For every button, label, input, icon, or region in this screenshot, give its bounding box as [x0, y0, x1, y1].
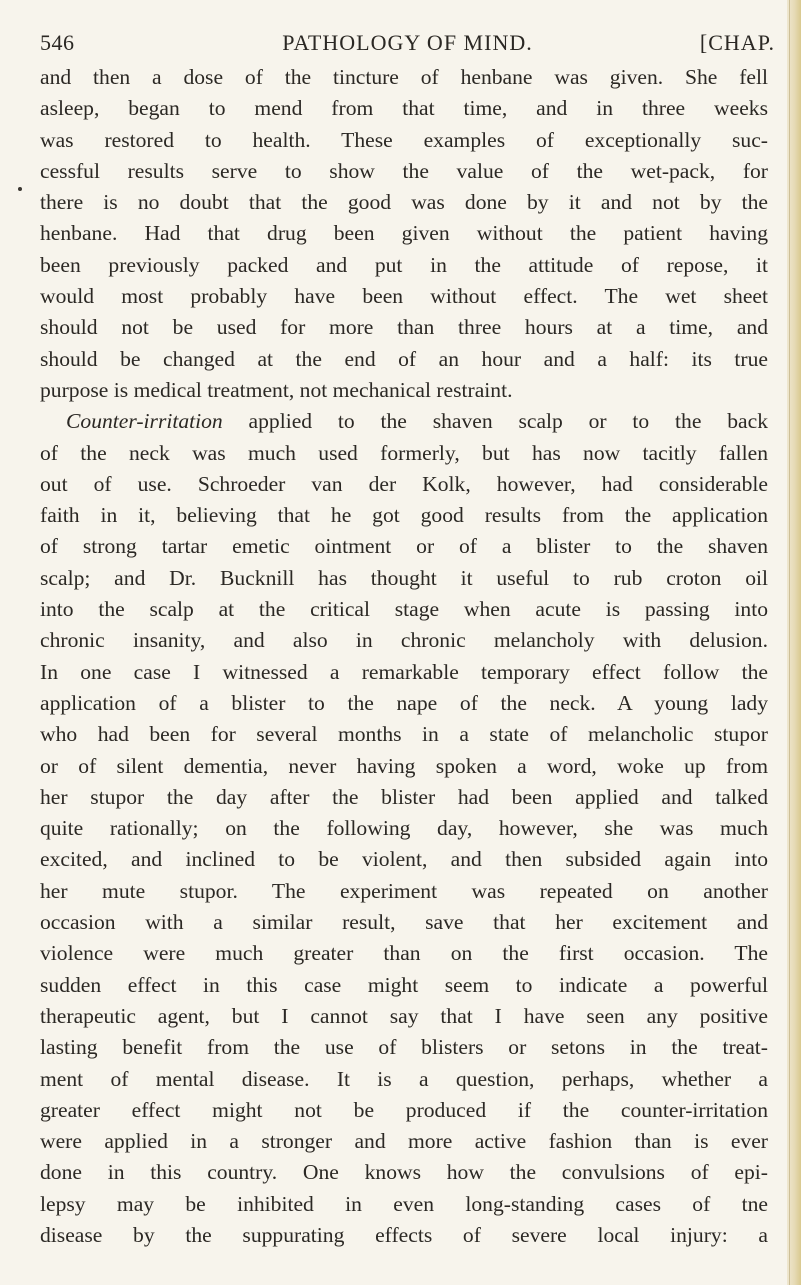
text-line: lasting benefit from the use of blisters or setons in the treat-: [40, 1035, 768, 1060]
text-line: out of use. Schroeder van der Kolk, however, had considerable: [40, 471, 768, 496]
text-line: chronic insanity, and also in chronic melancholy with delusion.: [40, 628, 768, 653]
text-line: In one case I witnessed a remarkable temporary effect follow the: [40, 659, 768, 684]
text-line: sudden effect in this case might seem to indicate a powerful: [40, 972, 768, 997]
text-line: ment of mental disease. It is a question, perhaps, whether a: [40, 1066, 768, 1091]
chapter-marker: [CHAP.: [699, 30, 775, 55]
text-line: were applied in a stronger and more active fashion than is ever: [40, 1129, 768, 1154]
text-line: her mute stupor. The experiment was repeated on another: [40, 878, 768, 903]
text-line: cessful results serve to show the value of the wet-pack, for: [40, 158, 768, 183]
lead-line-rest: applied to the shaven scalp or to the back: [222, 409, 768, 434]
text-line: and then a dose of the tincture of henbane was given. She fell: [40, 65, 768, 89]
page-number: 546: [40, 30, 75, 55]
gutter-divider: [789, 0, 790, 1285]
text-line: into the scalp at the critical stage when acute is passing into: [40, 597, 768, 622]
text-line: asleep, began to mend from that time, and in three weeks: [40, 96, 768, 121]
text-line: greater effect might not be produced if the counter-irritation: [40, 1097, 768, 1122]
text-line: scalp; and Dr. Bucknill has thought it useful to rub croton oil: [40, 565, 768, 590]
text-line: should not be used for more than three hours at a time, and: [40, 315, 768, 340]
text-line: henbane. Had that drug been given without the patient having: [40, 221, 768, 246]
text-line-paragraph-end: purpose is medical treatment, not mechanical restraint.: [40, 377, 513, 402]
body-text: [40, 62, 768, 1251]
text-line: therapeutic agent, but I cannot say that I have seen any positive: [40, 1003, 768, 1028]
text-line: of the neck was much used formerly, but has now tacitly fallen: [40, 440, 768, 465]
text-line: disease by the suppurating effects of severe local injury: a: [40, 1222, 768, 1247]
text-line: done in this country. One knows how the convulsions of epi-: [40, 1160, 768, 1185]
text-line: should be changed at the end of an hour and a half: its true: [40, 346, 768, 371]
text-line: excited, and inclined to be violent, and then subsided again into: [40, 847, 768, 872]
text-line: would most probably have been without effect. The wet sheet: [40, 284, 768, 309]
italic-lead-term: Counter-irritation: [66, 409, 223, 434]
text-line: application of a blister to the nape of the neck. A young lady: [40, 690, 768, 715]
text-line: of strong tartar emetic ointment or of a blister to the shaven: [40, 534, 768, 559]
margin-mark: [18, 187, 22, 191]
text-line: lepsy may be inhibited in even long-standing cases of tne: [40, 1191, 768, 1216]
text-line: or of silent dementia, never having spoken a word, woke up from: [40, 753, 768, 778]
text-line: been previously packed and put in the attitude of repose, it: [40, 252, 768, 277]
text-line: faith in it, believing that he got good results from the application: [40, 503, 768, 528]
text-line: occasion with a similar result, save that her excitement and: [40, 910, 768, 935]
text-line: violence were much greater than on the first occasion. The: [40, 941, 768, 966]
running-title: PATHOLOGY OF MIND.: [282, 30, 533, 55]
text-line: was restored to health. These examples of exceptionally suc-: [40, 127, 768, 152]
text-line: her stupor the day after the blister had been applied and talked: [40, 784, 768, 809]
text-line: quite rationally; on the following day, however, she was much: [40, 816, 768, 841]
running-header: [40, 30, 775, 56]
text-line: there is no doubt that the good was done by it and not by the: [40, 190, 768, 215]
paragraph-start-line: [40, 406, 768, 437]
text-line: who had been for several months in a state of melancholic stupor: [40, 722, 768, 747]
